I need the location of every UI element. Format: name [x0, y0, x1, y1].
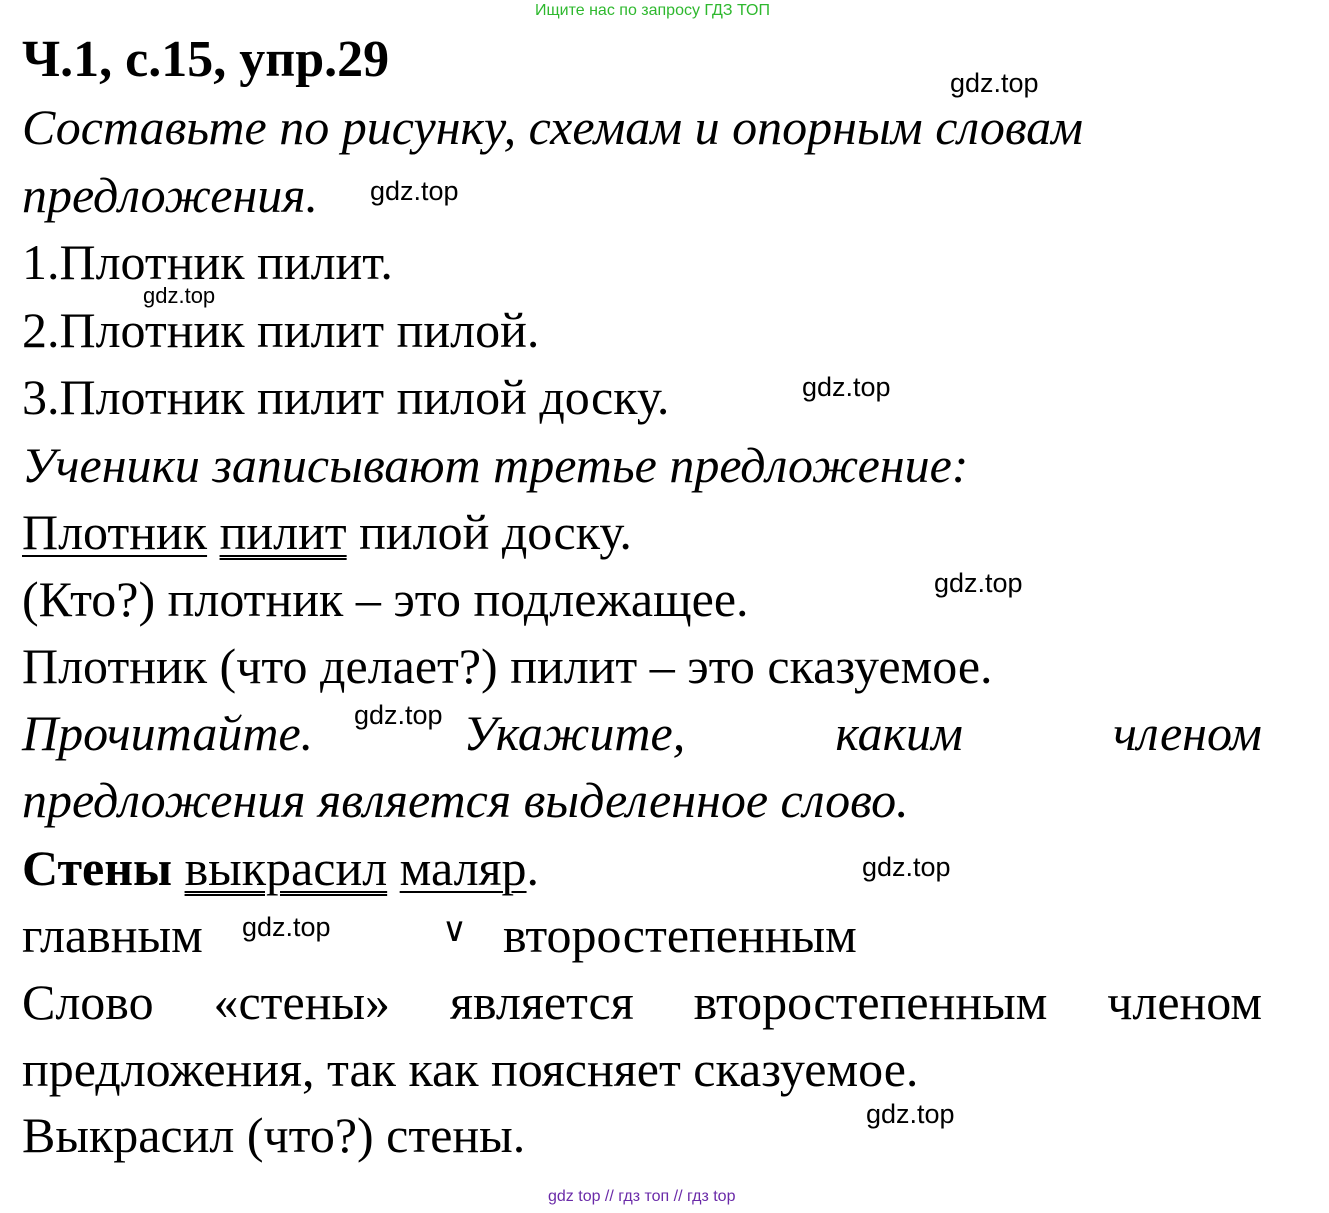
- explanation-predicate: Плотник (что делает?) пилит – это сказуемое.: [22, 638, 993, 694]
- watermark: gdz.top: [802, 372, 891, 402]
- task2-word: Прочитайте.: [22, 705, 314, 761]
- answer-line1: [22, 974, 1262, 1030]
- sentence-1: 1.Плотник пилит.: [22, 234, 393, 290]
- choice-option-main: главным: [22, 907, 203, 963]
- task1-line2: предложения.: [22, 167, 318, 223]
- task2-line2: предложения является выделенное слово.: [22, 772, 909, 828]
- watermark: gdz.top: [950, 68, 1039, 98]
- task1-line1: Составьте по рисунку, схемам и опорным словам: [22, 99, 1084, 155]
- watermark: gdz.top: [862, 852, 951, 882]
- answer-line2: предложения, так как поясняет сказуемое.: [22, 1041, 919, 1097]
- watermark: gdz.top: [354, 700, 443, 730]
- sentence-3: 3.Плотник пилит пилой доску.: [22, 369, 670, 425]
- subject-word: Плотник: [22, 504, 208, 560]
- answer-word: членом: [1107, 974, 1262, 1030]
- sentence-rest: пилой доску.: [359, 504, 632, 560]
- students-note: Ученики записывают третье предложение:: [22, 437, 969, 493]
- task2-word: каким: [835, 705, 963, 761]
- footer-watermark: gdz top // гдз топ // гдз top: [548, 1188, 736, 1205]
- check-mark-icon: ∨: [442, 910, 467, 950]
- page-title: Ч.1, с.15, упр.29: [22, 31, 390, 88]
- watermark: gdz.top: [242, 912, 331, 942]
- predicate-word: пилит: [219, 504, 347, 560]
- answer-word: второстепенным: [693, 974, 1048, 1030]
- sentence-end: .: [526, 840, 540, 896]
- subject-word: маляр: [399, 840, 527, 896]
- task2-sentence: [22, 840, 540, 896]
- answer-word: является: [449, 974, 634, 1030]
- top-banner: Ищите нас по запросу ГДЗ ТОП: [535, 2, 770, 19]
- explanation-subject: (Кто?) плотник – это подлежащее.: [22, 571, 749, 627]
- predicate-word: выкрасил: [184, 840, 388, 896]
- answer-line3: Выкрасил (что?) стены.: [22, 1107, 526, 1163]
- task2-word: Укажите,: [463, 705, 686, 761]
- watermark: gdz.top: [143, 283, 216, 308]
- answer-word: Слово: [22, 974, 154, 1030]
- sentence-2: 2.Плотник пилит пилой.: [22, 302, 540, 358]
- watermark: gdz.top: [370, 176, 459, 206]
- watermark: gdz.top: [934, 568, 1023, 598]
- watermark: gdz.top: [866, 1099, 955, 1129]
- choice-option-secondary: второстепенным: [503, 907, 857, 963]
- answer-word: «стены»: [213, 974, 391, 1030]
- task2-line1: [22, 705, 1262, 761]
- highlighted-word: Стены: [22, 840, 173, 896]
- analyzed-sentence: [22, 504, 632, 560]
- task2-word: членом: [1113, 705, 1262, 761]
